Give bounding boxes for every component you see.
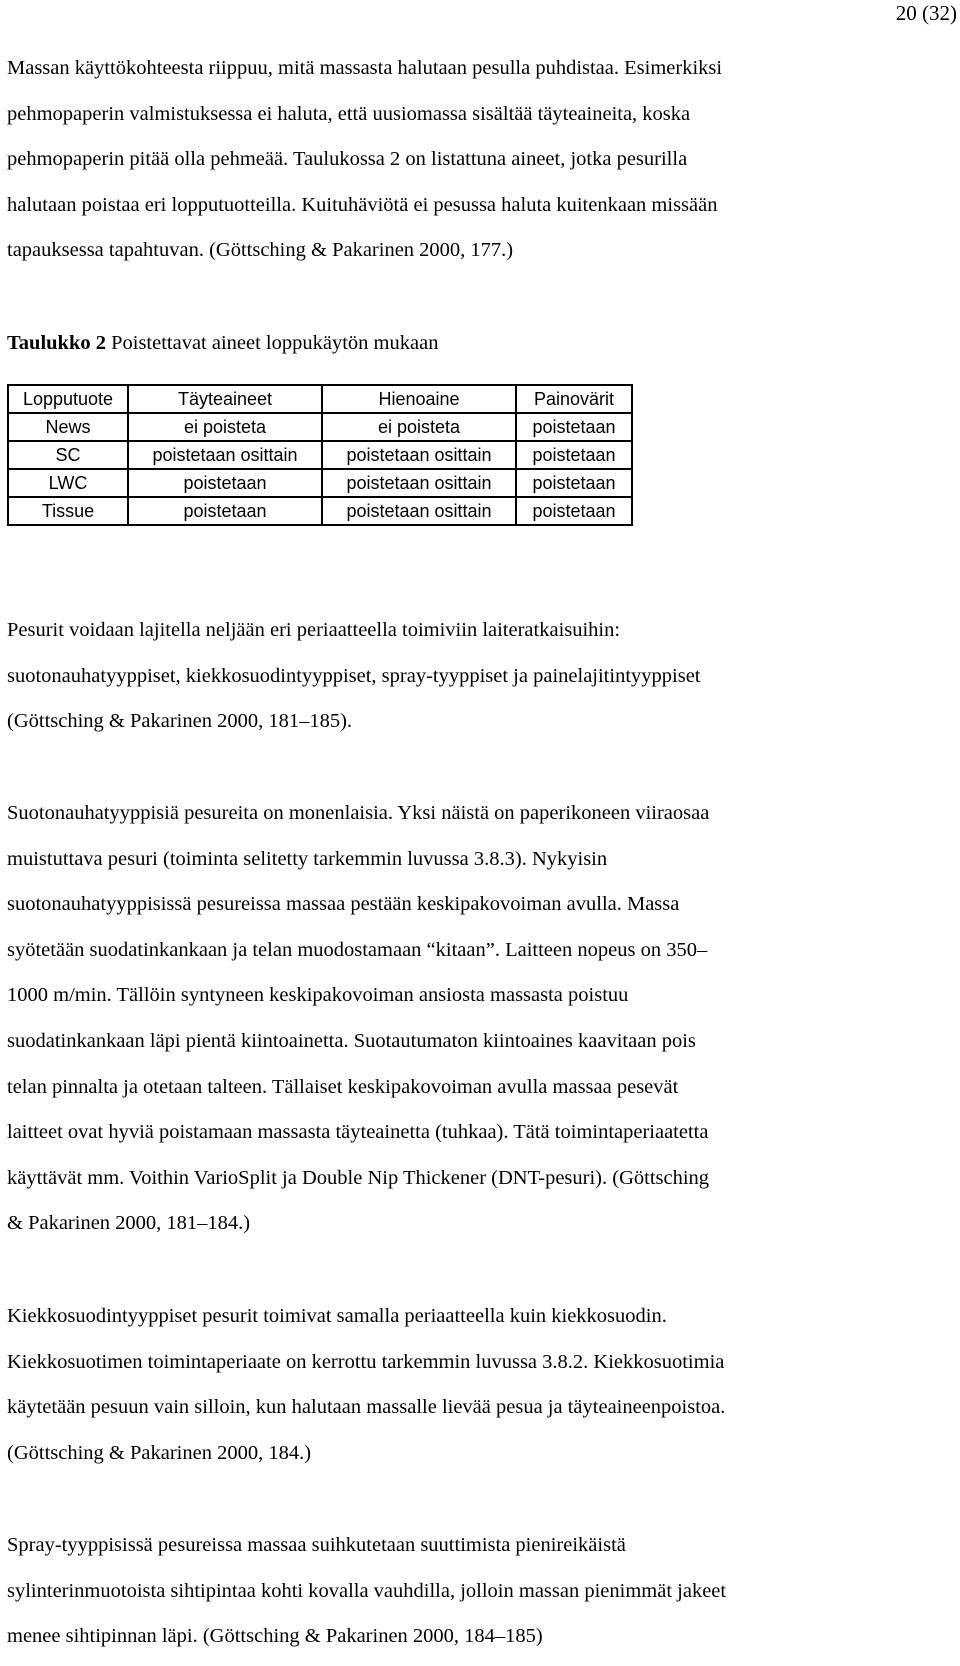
- table-cell: ei poisteta: [128, 413, 322, 441]
- table-caption-text: Poistettavat aineet loppukäytön mukaan: [105, 332, 439, 354]
- text-line: Kiekkosuodintyyppiset pesurit toimivat samalla periaatteella kuin kiekkosuodin.: [7, 1305, 667, 1327]
- text-line: sylinterinmuotoista sihtipintaa kohti kovalla vauhdilla, jolloin massan pienimmät jakeet: [7, 1579, 727, 1602]
- table-caption: [7, 330, 438, 356]
- table-caption-label: Taulukko 2: [7, 332, 106, 354]
- text-line: syötetään suodatinkankaan ja telan muodostamaan “kitaan”. Laitteen nopeus on 350–: [7, 938, 708, 961]
- text-line: (Göttsching & Pakarinen 2000, 181–185).: [7, 710, 353, 733]
- text-line: käyttävät mm. Voithin VarioSplit ja Double Nip Thickener (DNT-pesuri). (Göttsching: [7, 1166, 710, 1189]
- column-header: Täyteaineet: [128, 385, 322, 413]
- table-cell: poistetaan osittain: [322, 469, 516, 497]
- table-cell: poistetaan: [516, 469, 632, 497]
- column-header: Hienoaine: [322, 385, 516, 413]
- table-cell: SC: [8, 441, 128, 469]
- text-line: tapauksessa tapahtuvan. (Göttsching & Pakarinen 2000, 177.): [7, 239, 514, 262]
- column-header: Lopputuote: [8, 385, 128, 413]
- text-line: pehmopaperin pitää olla pehmeää. Taulukossa 2 on listattuna aineet, jotka pesurilla: [7, 148, 688, 171]
- table-row: [8, 497, 632, 525]
- table-cell: ei poisteta: [322, 413, 516, 441]
- table-row: [8, 413, 632, 441]
- table-cell: LWC: [8, 469, 128, 497]
- text-line: suotonauhatyyppisissä pesureissa massaa pestään keskipakovoiman avulla. Massa: [7, 893, 680, 916]
- text-line: Kiekkosuotimen toimintaperiaate on kerrottu tarkemmin luvussa 3.8.2. Kiekkosuotimia: [7, 1350, 725, 1373]
- text-line: telan pinnalta ja otetaan talteen. Tällaiset keskipakovoiman avulla massaa pesevät: [7, 1075, 679, 1098]
- text-line: suodatinkankaan läpi pientä kiintoainetta. Suotautumaton kiintoaines kaavitaan pois: [7, 1029, 696, 1052]
- table-row: [8, 441, 632, 469]
- table-header-row: [8, 385, 632, 413]
- table-cell: poistetaan: [516, 413, 632, 441]
- paragraph-intro: [7, 46, 952, 274]
- table-cell: poistetaan osittain: [128, 441, 322, 469]
- text-line: halutaan poistaa eri lopputuotteilla. Kuituhäviötä ei pesussa haluta kuitenkaan missään: [7, 193, 718, 216]
- text-line: Massan käyttökohteesta riippuu, mitä massasta halutaan pesulla puhdistaa. Esimerkiksi: [7, 57, 723, 79]
- text-line: Suotonauhatyyppisiä pesureita on monenlaisia. Yksi näistä on paperikoneen viiraosaa: [7, 802, 710, 824]
- text-line: pehmopaperin valmistuksessa ei haluta, että uusiomassa sisältää täyteaineita, koska: [7, 102, 691, 125]
- table-cell: poistetaan: [516, 497, 632, 525]
- text-line: käytetään pesuun vain silloin, kun halutaan massalle lievää pesua ja täyteaineenpoistoa.: [7, 1396, 726, 1419]
- text-line: muistuttava pesuri (toiminta selitetty tarkemmin luvussa 3.8.3). Nykyisin: [7, 847, 608, 870]
- paragraph-spray-washers: [7, 1523, 952, 1660]
- text-line: (Göttsching & Pakarinen 2000, 184.): [7, 1441, 312, 1464]
- table-cell: poistetaan: [516, 441, 632, 469]
- text-line: laitteet ovat hyviä poistamaan massasta täyteainetta (tuhkaa). Tätä toimintaperiaatetta: [7, 1121, 709, 1144]
- data-table: [7, 384, 633, 526]
- page-number: 20 (32): [895, 1, 957, 25]
- paragraph-disc-washers: [7, 1294, 952, 1476]
- table-cell: poistetaan: [128, 469, 322, 497]
- column-header: Painovärit: [516, 385, 632, 413]
- text-line: & Pakarinen 2000, 181–184.): [7, 1212, 251, 1235]
- text-line: 1000 m/min. Tällöin syntyneen keskipakovoiman ansiosta massasta poistuu: [7, 984, 629, 1007]
- text-line: menee sihtipinnan läpi. (Göttsching & Pakarinen 2000, 184–185): [7, 1625, 543, 1648]
- text-line: Pesurit voidaan lajitella neljään eri periaatteella toimiviin laiteratkaisuihin:: [7, 619, 621, 641]
- text-line: Spray-tyyppisissä pesureissa massaa suihkutetaan suuttimista pienireikäistä: [7, 1534, 626, 1556]
- paragraph-belt-washers: [7, 791, 952, 1247]
- table-cell: poistetaan: [128, 497, 322, 525]
- table-cell: News: [8, 413, 128, 441]
- table-cell: Tissue: [8, 497, 128, 525]
- table-cell: poistetaan osittain: [322, 497, 516, 525]
- table-row: [8, 469, 632, 497]
- paragraph-washer-types: [7, 608, 952, 745]
- text-line: suotonauhatyyppiset, kiekkosuodintyyppiset, spray-tyyppiset ja painelajitintyyppiset: [7, 664, 701, 687]
- table-cell: poistetaan osittain: [322, 441, 516, 469]
